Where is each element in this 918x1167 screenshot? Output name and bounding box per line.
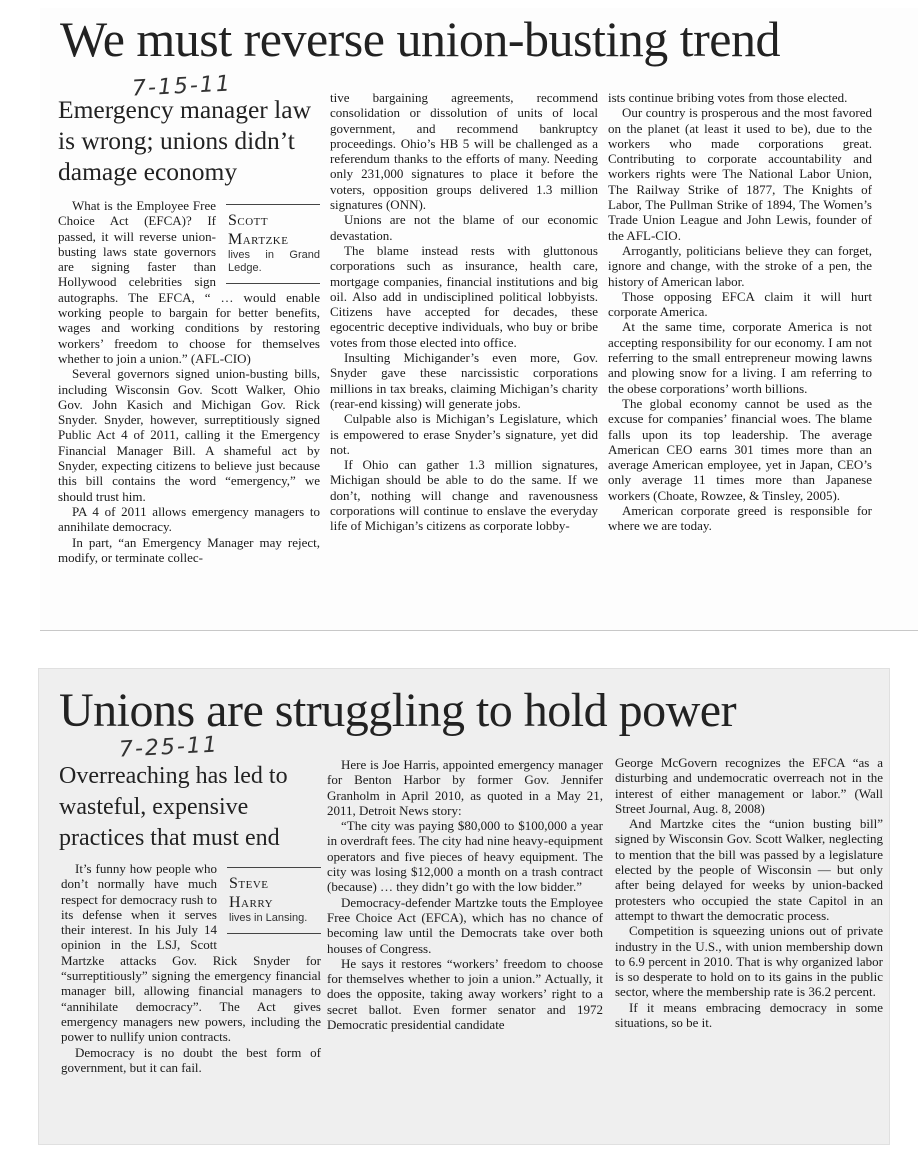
paragraph: And Martzke cites the “union busting bill” signed by Wisconsin Gov. Scott Walker, neglecting to mention that the bill was passed by a legislature elected by the people of Wisconsin — but only after being delayed for weeks by union-backed protesters who occupied the state Capitol in an attempt to thwart the democratic process. [615,816,883,923]
paragraph: American corporate greed is responsible for where we are today. [608,503,872,534]
article-column-3 [608,90,872,620]
author-location: lives in Grand Ledge. [228,249,320,274]
paragraph: The blame instead rests with gluttonous corporations such as insurance, health care, mortgage companies, financial institutions and big oil. Also add in undisciplined political lobbyists. Citizens have accepted for decades, these egocentric deceptive individuals, who buy or bribe votes from those elected into office. [330,242,598,350]
subheadline: Emergency manager law is wrong; unions didn’t damage economy [58,95,311,186]
paragraph: Several governors signed union-busting bills, including Wisconsin Gov. Scott Walker, Ohio Gov. John Kasich and Michigan Gov. Rick Snyder. Snyder, however, surreptitiously signed Public Act 4 of 2011, calling it the Emergency Financial Manager Bill. A shameful act by Snyder, expecting citizens to believe just because this bill contains the word “emergency,” we should trust him. [58,366,320,504]
handwritten-date: 7-25-11 [118,732,220,763]
article-column-2 [330,90,598,620]
article-column-3 [615,755,883,1135]
paragraph: Those opposing EFCA claim it will hurt corporate America. [608,288,872,320]
paragraph: tive bargaining agreements, recommend consolidation or dissolution of units of local government, and recommend bankruptcy proceedings. Ohio’s HB 5 will be challenged as a referendum thanks to the efforts of many. Needing only 231,000 signatures to place it before the voters, opposition groups delivered 1.3 million signatures (ONN). [330,90,598,213]
subheadline: Overreaching has led to wasteful, expensive practices that must end [59,763,288,851]
paragraph: “The city was paying $80,000 to $100,000 a year in overdraft fees. The city had nine heavy-equipment operators and five pieces of heavy equipment. The city was losing $12,000 a month on a trash contract (because) … they didn’t go with the low bidder.” [327,818,603,895]
paragraph: If Ohio can gather 1.3 million signatures, Michigan should be able to do the same. If we don’t, nothing will change and ravenousness corporations will continue to enslave the everyday life of Michigan’s citizens as corporate lobby- [330,457,598,534]
author-first-name: Scott [228,212,269,229]
paragraph: George McGovern recognizes the EFCA “as a disturbing and undemocratic overreach not in the interest of either management or labor.” (Wall Street Journal, Aug. 8, 2008) [615,755,883,816]
author-last-name: Martzke [228,231,289,248]
paragraph: Insulting Michigander’s even more, Gov. Snyder gave these narcissistic corporations millions in tax breaks, claiming Michigan’s charity (rear-end kissing) will generate jobs. [330,350,598,411]
author-location: lives in Lansing. [229,912,308,924]
headline: We must reverse union-busting trend [60,11,780,67]
article-column-2 [327,757,603,1137]
paragraph: In part, “an Emergency Manager may reject, modify, or terminate collec- [58,534,320,565]
paragraph: He says it restores “workers’ freedom to choose for themselves whether to join a union.” Actually, it does the opposite, taking away workers’ right to a secret ballot. Even former senator and 1972 Democratic presidential candidate [327,955,603,1033]
paragraph: PA 4 of 2011 allows emergency managers to annihilate democracy. [58,503,320,535]
byline [226,204,320,284]
article-column-1 [61,861,321,1137]
paragraph: If it means embracing democracy in some situations, so be it. [615,999,883,1031]
paragraph: Here is Joe Harris, appointed emergency manager for Benton Harbor by former Gov. Jennifer Granholm in April 2010, as quoted in a May 21, 2011, Detroit News story: [327,757,603,818]
paragraph: Democracy is no doubt the best form of government, but it can fail. [61,1044,321,1075]
handwritten-date: 7-15-11 [131,71,233,102]
paragraph: At the same time, corporate America is not accepting responsibility for our economy. I am not referring to the small entrepreneur mowing lawns and plowing snow for a living. I am referring to the obese corporations’ worth billions. [608,319,872,396]
paragraph: Arrogantly, politicians believe they can forget, ignore and change, with the stroke of a pen, the history of American labor. [608,242,872,289]
paragraph: Unions are not the blame of our economic devastation. [330,212,598,243]
paragraph: ists continue bribing votes from those elected. [608,90,848,105]
paragraph: Democracy-defender Martzke touts the Employee Free Choice Act (EFCA), which has no chance of becoming law until the Democrats take over both houses of Congress. [327,894,603,956]
paragraph: Culpable also is Michigan’s Legislature, which is empowered to erase Snyder’s signature, yet did not. [330,411,598,457]
article-clipping-2 [38,668,890,1145]
paragraph: Competition is squeezing unions out of private industry in the U.S., with union membership down to 6.9 percent in 2010. That is why organized labor is so desperate to hold on to its gains in the public sector, where the membership rate is 36.2 percent. [615,923,883,1000]
article-clipping-1 [40,8,918,631]
headline: Unions are struggling to hold power [59,684,737,737]
paragraph: Our country is prosperous and the most favored on the planet (at least it used to be), due to the workers who made corporations great. Contributing to corporate accountability and workers rights were The National Labor Union, The Railway Strike of 1877, The Knights of Labor, The Pullman Strike of 1894, The Women’s Trade Union League and John Lewis, founder of the AFL-CIO. [608,105,872,243]
author-first-name: Steve [229,875,269,892]
paragraph: The global economy cannot be used as the excuse for companies’ financial woes. The blame falls upon its top leadership. The average American CEO earns 301 times more than an average American employee, yet in Japan, CEO’s only average 11 times more than Japanese workers (Choate, Rowzee, & Tinsley, 2005). [608,395,872,503]
article-column-1 [58,198,320,612]
paragraph: What is the Employee Free Choice Act (EFCA)? If passed, it will reverse union-busting laws state governors are signing faster than Hollywood celebrities sign autographs. The EFCA, “ … would enable working people to bargain for better benefits, wages and working conditions by restoring workers’ freedom to choose for themselves whether to join a union.” (AFL-CIO) [58,198,320,366]
paragraph: It’s funny how people who don’t normally have much respect for democracy rush to its defense when it serves their interest. In his July 14 opinion in the LSJ, Scott Martzke attacks Gov. Rick Snyder for “surreptitiously” signing the emergency financial manager bill, allowing financial managers to “annihilate democracy”. The Act gives emergency managers new powers, including the power to nullify union contracts. [61,861,321,1045]
author-last-name: Harry [229,894,274,911]
byline [227,867,321,934]
